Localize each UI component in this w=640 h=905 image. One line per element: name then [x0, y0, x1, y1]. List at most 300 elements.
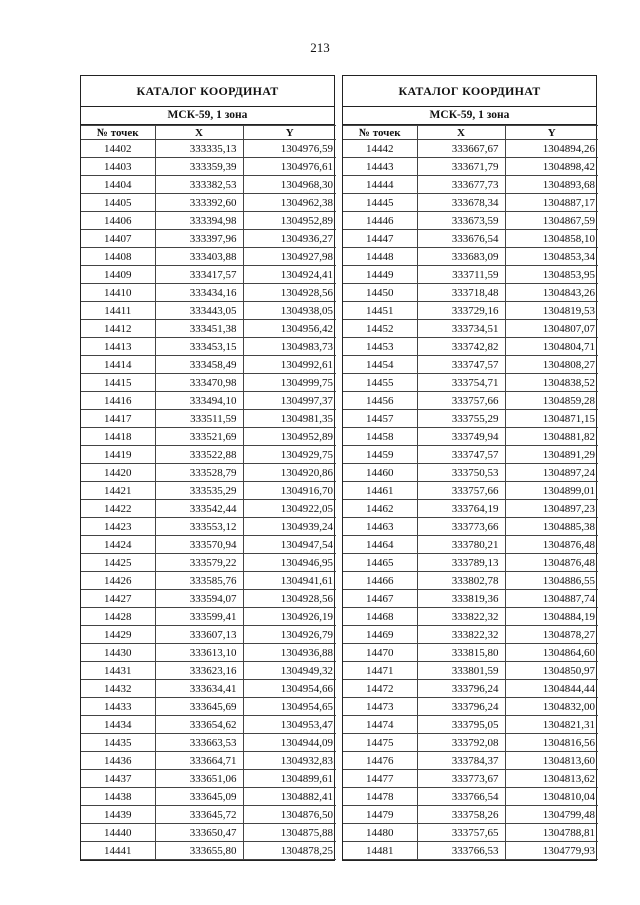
table-row	[343, 824, 598, 842]
y-coordinate-cell: 1304878,27	[505, 626, 598, 644]
table-row	[343, 716, 598, 734]
point-number-cell: 14425	[81, 554, 155, 572]
y-coordinate-cell: 1304886,55	[505, 572, 598, 590]
x-coordinate-cell: 333458,49	[155, 356, 243, 374]
point-number-cell: 14481	[343, 842, 417, 860]
table-row	[81, 662, 336, 680]
x-coordinate-cell: 333607,13	[155, 626, 243, 644]
table-row	[343, 428, 598, 446]
x-coordinate-cell: 333645,09	[155, 788, 243, 806]
point-number-cell: 14466	[343, 572, 417, 590]
x-coordinate-cell: 333535,29	[155, 482, 243, 500]
x-coordinate-cell: 333822,32	[417, 626, 505, 644]
y-coordinate-cell: 1304821,31	[505, 716, 598, 734]
table-row	[343, 392, 598, 410]
x-coordinate-cell: 333650,47	[155, 824, 243, 842]
x-coordinate-cell: 333392,60	[155, 194, 243, 212]
point-number-cell: 14464	[343, 536, 417, 554]
y-coordinate-cell: 1304807,07	[505, 320, 598, 338]
x-coordinate-cell: 333757,66	[417, 482, 505, 500]
x-coordinate-cell: 333796,24	[417, 680, 505, 698]
table-row	[343, 680, 598, 698]
point-number-cell: 14446	[343, 212, 417, 230]
table-row	[81, 536, 336, 554]
table-row	[81, 410, 336, 428]
point-number-cell: 14430	[81, 644, 155, 662]
y-coordinate-cell: 1304876,48	[505, 536, 598, 554]
point-number-cell: 14437	[81, 770, 155, 788]
x-coordinate-cell: 333403,88	[155, 248, 243, 266]
x-coordinate-cell: 333613,10	[155, 644, 243, 662]
point-number-cell: 14463	[343, 518, 417, 536]
table-row	[343, 158, 598, 176]
y-coordinate-cell: 1304927,98	[243, 248, 336, 266]
x-coordinate-cell: 333667,67	[417, 140, 505, 158]
header-x: X	[155, 126, 243, 140]
x-coordinate-cell: 333802,78	[417, 572, 505, 590]
y-coordinate-cell: 1304884,19	[505, 608, 598, 626]
x-coordinate-cell: 333718,48	[417, 284, 505, 302]
y-coordinate-cell: 1304920,86	[243, 464, 336, 482]
y-coordinate-cell: 1304947,54	[243, 536, 336, 554]
table-row	[81, 734, 336, 752]
table-row	[81, 392, 336, 410]
point-number-cell: 14419	[81, 446, 155, 464]
point-number-cell: 14479	[343, 806, 417, 824]
point-number-cell: 14410	[81, 284, 155, 302]
x-coordinate-cell: 333758,26	[417, 806, 505, 824]
header-y: Y	[505, 126, 598, 140]
point-number-cell: 14471	[343, 662, 417, 680]
table-row	[343, 338, 598, 356]
table-row	[81, 428, 336, 446]
table-row	[81, 338, 336, 356]
x-coordinate-cell: 333451,38	[155, 320, 243, 338]
y-coordinate-cell: 1304926,19	[243, 608, 336, 626]
y-coordinate-cell: 1304956,42	[243, 320, 336, 338]
x-coordinate-cell: 333796,24	[417, 698, 505, 716]
point-number-cell: 14436	[81, 752, 155, 770]
y-coordinate-cell: 1304898,42	[505, 158, 598, 176]
y-coordinate-cell: 1304954,66	[243, 680, 336, 698]
x-coordinate-cell: 333553,12	[155, 518, 243, 536]
table-row	[81, 302, 336, 320]
x-coordinate-cell: 333645,69	[155, 698, 243, 716]
y-coordinate-cell: 1304922,05	[243, 500, 336, 518]
table-row	[343, 770, 598, 788]
table-row	[81, 716, 336, 734]
x-coordinate-cell: 333634,41	[155, 680, 243, 698]
y-coordinate-cell: 1304897,24	[505, 464, 598, 482]
x-coordinate-cell: 333664,71	[155, 752, 243, 770]
x-coordinate-cell: 333747,57	[417, 356, 505, 374]
y-coordinate-cell: 1304976,61	[243, 158, 336, 176]
table-row	[81, 752, 336, 770]
x-coordinate-cell: 333673,59	[417, 212, 505, 230]
x-coordinate-cell: 333671,79	[417, 158, 505, 176]
x-coordinate-cell: 333683,09	[417, 248, 505, 266]
point-number-cell: 14460	[343, 464, 417, 482]
table-row	[343, 176, 598, 194]
header-y: Y	[243, 126, 336, 140]
x-coordinate-cell: 333382,53	[155, 176, 243, 194]
point-number-cell: 14412	[81, 320, 155, 338]
y-coordinate-cell: 1304810,04	[505, 788, 598, 806]
table-row	[81, 464, 336, 482]
x-coordinate-cell: 333397,96	[155, 230, 243, 248]
y-coordinate-cell: 1304808,27	[505, 356, 598, 374]
point-number-cell: 14455	[343, 374, 417, 392]
table-row	[343, 320, 598, 338]
x-coordinate-cell: 333645,72	[155, 806, 243, 824]
x-coordinate-cell: 333654,62	[155, 716, 243, 734]
table-row	[81, 608, 336, 626]
table-row	[343, 140, 598, 158]
table-row	[81, 680, 336, 698]
coordinate-catalog-right	[342, 75, 597, 861]
x-coordinate-cell: 333585,76	[155, 572, 243, 590]
y-coordinate-cell: 1304924,41	[243, 266, 336, 284]
point-number-cell: 14468	[343, 608, 417, 626]
point-number-cell: 14450	[343, 284, 417, 302]
point-number-cell: 14478	[343, 788, 417, 806]
x-coordinate-cell: 333511,59	[155, 410, 243, 428]
coordinate-table	[81, 125, 336, 860]
x-coordinate-cell: 333749,94	[417, 428, 505, 446]
x-coordinate-cell: 333528,79	[155, 464, 243, 482]
x-coordinate-cell: 333773,66	[417, 518, 505, 536]
y-coordinate-cell: 1304843,26	[505, 284, 598, 302]
point-number-cell: 14416	[81, 392, 155, 410]
table-row	[343, 482, 598, 500]
point-number-cell: 14445	[343, 194, 417, 212]
table-row	[343, 608, 598, 626]
point-number-cell: 14423	[81, 518, 155, 536]
table-row	[343, 374, 598, 392]
x-coordinate-cell: 333434,16	[155, 284, 243, 302]
x-coordinate-cell: 333663,53	[155, 734, 243, 752]
point-number-cell: 14465	[343, 554, 417, 572]
catalog-subtitle: МСК-59, 1 зона	[81, 107, 334, 125]
x-coordinate-cell: 333766,54	[417, 788, 505, 806]
point-number-cell: 14456	[343, 392, 417, 410]
y-coordinate-cell: 1304844,44	[505, 680, 598, 698]
point-number-cell: 14452	[343, 320, 417, 338]
x-coordinate-cell: 333443,05	[155, 302, 243, 320]
y-coordinate-cell: 1304954,65	[243, 698, 336, 716]
x-coordinate-cell: 333676,54	[417, 230, 505, 248]
y-coordinate-cell: 1304891,29	[505, 446, 598, 464]
x-coordinate-cell: 333677,73	[417, 176, 505, 194]
point-number-cell: 14443	[343, 158, 417, 176]
x-coordinate-cell: 333711,59	[417, 266, 505, 284]
catalog-subtitle: МСК-59, 1 зона	[343, 107, 596, 125]
x-coordinate-cell: 333522,88	[155, 446, 243, 464]
point-number-cell: 14462	[343, 500, 417, 518]
point-number-cell: 14467	[343, 590, 417, 608]
point-number-cell: 14477	[343, 770, 417, 788]
y-coordinate-cell: 1304799,48	[505, 806, 598, 824]
y-coordinate-cell: 1304938,05	[243, 302, 336, 320]
point-number-cell: 14449	[343, 266, 417, 284]
table-row	[81, 356, 336, 374]
table-header-row	[343, 126, 598, 140]
table-row	[343, 536, 598, 554]
table-row	[81, 212, 336, 230]
x-coordinate-cell: 333335,13	[155, 140, 243, 158]
point-number-cell: 14448	[343, 248, 417, 266]
table-row	[81, 518, 336, 536]
x-coordinate-cell: 333417,57	[155, 266, 243, 284]
table-row	[81, 500, 336, 518]
point-number-cell: 14440	[81, 824, 155, 842]
x-coordinate-cell: 333494,10	[155, 392, 243, 410]
table-row	[343, 284, 598, 302]
x-coordinate-cell: 333623,16	[155, 662, 243, 680]
table-row	[343, 464, 598, 482]
x-coordinate-cell: 333822,32	[417, 608, 505, 626]
table-row	[343, 752, 598, 770]
table-row	[343, 410, 598, 428]
point-number-cell: 14415	[81, 374, 155, 392]
table-row	[343, 734, 598, 752]
y-coordinate-cell: 1304858,10	[505, 230, 598, 248]
y-coordinate-cell: 1304928,56	[243, 590, 336, 608]
table-row	[81, 374, 336, 392]
y-coordinate-cell: 1304867,59	[505, 212, 598, 230]
table-row	[343, 698, 598, 716]
table-row	[343, 356, 598, 374]
x-coordinate-cell: 333780,21	[417, 536, 505, 554]
table-row	[81, 806, 336, 824]
point-number-cell: 14459	[343, 446, 417, 464]
point-number-cell: 14421	[81, 482, 155, 500]
header-point-number: № точек	[81, 126, 155, 140]
y-coordinate-cell: 1304952,89	[243, 212, 336, 230]
point-number-cell: 14475	[343, 734, 417, 752]
x-coordinate-cell: 333754,71	[417, 374, 505, 392]
y-coordinate-cell: 1304813,62	[505, 770, 598, 788]
table-row	[81, 626, 336, 644]
point-number-cell: 14454	[343, 356, 417, 374]
table-row	[343, 230, 598, 248]
table-header-row	[81, 126, 336, 140]
x-coordinate-cell: 333594,07	[155, 590, 243, 608]
coordinate-table	[343, 125, 598, 860]
point-number-cell: 14470	[343, 644, 417, 662]
y-coordinate-cell: 1304968,30	[243, 176, 336, 194]
catalog-title: КАТАЛОГ КООРДИНАТ	[81, 76, 334, 107]
y-coordinate-cell: 1304875,88	[243, 824, 336, 842]
x-coordinate-cell: 333359,39	[155, 158, 243, 176]
x-coordinate-cell: 333747,57	[417, 446, 505, 464]
table-row	[343, 248, 598, 266]
table-row	[81, 230, 336, 248]
point-number-cell: 14408	[81, 248, 155, 266]
y-coordinate-cell: 1304881,82	[505, 428, 598, 446]
table-row	[81, 140, 336, 158]
x-coordinate-cell: 333792,08	[417, 734, 505, 752]
point-number-cell: 14429	[81, 626, 155, 644]
table-row	[343, 500, 598, 518]
table-row	[81, 788, 336, 806]
point-number-cell: 14414	[81, 356, 155, 374]
y-coordinate-cell: 1304876,48	[505, 554, 598, 572]
y-coordinate-cell: 1304887,74	[505, 590, 598, 608]
table-row	[343, 302, 598, 320]
y-coordinate-cell: 1304853,95	[505, 266, 598, 284]
point-number-cell: 14402	[81, 140, 155, 158]
point-number-cell: 14438	[81, 788, 155, 806]
table-row	[343, 572, 598, 590]
y-coordinate-cell: 1304928,56	[243, 284, 336, 302]
point-number-cell: 14469	[343, 626, 417, 644]
y-coordinate-cell: 1304983,73	[243, 338, 336, 356]
point-number-cell: 14403	[81, 158, 155, 176]
table-row	[81, 266, 336, 284]
point-number-cell: 14441	[81, 842, 155, 860]
y-coordinate-cell: 1304899,01	[505, 482, 598, 500]
point-number-cell: 14473	[343, 698, 417, 716]
header-point-number: № точек	[343, 126, 417, 140]
x-coordinate-cell: 333655,80	[155, 842, 243, 860]
x-coordinate-cell: 333599,41	[155, 608, 243, 626]
table-row	[343, 788, 598, 806]
point-number-cell: 14439	[81, 806, 155, 824]
x-coordinate-cell: 333742,82	[417, 338, 505, 356]
point-number-cell: 14405	[81, 194, 155, 212]
point-number-cell: 14444	[343, 176, 417, 194]
table-row	[81, 158, 336, 176]
point-number-cell: 14474	[343, 716, 417, 734]
y-coordinate-cell: 1304929,75	[243, 446, 336, 464]
x-coordinate-cell: 333470,98	[155, 374, 243, 392]
table-row	[81, 284, 336, 302]
x-coordinate-cell: 333784,37	[417, 752, 505, 770]
y-coordinate-cell: 1304946,95	[243, 554, 336, 572]
y-coordinate-cell: 1304838,52	[505, 374, 598, 392]
table-row	[343, 842, 598, 860]
point-number-cell: 14407	[81, 230, 155, 248]
table-row	[81, 194, 336, 212]
y-coordinate-cell: 1304999,75	[243, 374, 336, 392]
x-coordinate-cell: 333801,59	[417, 662, 505, 680]
y-coordinate-cell: 1304819,53	[505, 302, 598, 320]
y-coordinate-cell: 1304944,09	[243, 734, 336, 752]
table-row	[81, 770, 336, 788]
x-coordinate-cell: 333729,16	[417, 302, 505, 320]
point-number-cell: 14476	[343, 752, 417, 770]
point-number-cell: 14404	[81, 176, 155, 194]
header-x: X	[417, 126, 505, 140]
table-row	[81, 320, 336, 338]
x-coordinate-cell: 333757,65	[417, 824, 505, 842]
x-coordinate-cell: 333579,22	[155, 554, 243, 572]
table-row	[81, 554, 336, 572]
x-coordinate-cell: 333394,98	[155, 212, 243, 230]
point-number-cell: 14447	[343, 230, 417, 248]
table-row	[343, 644, 598, 662]
y-coordinate-cell: 1304936,27	[243, 230, 336, 248]
y-coordinate-cell: 1304885,38	[505, 518, 598, 536]
table-row	[81, 824, 336, 842]
table-row	[343, 194, 598, 212]
y-coordinate-cell: 1304850,97	[505, 662, 598, 680]
table-row	[343, 212, 598, 230]
table-row	[343, 662, 598, 680]
x-coordinate-cell: 333757,66	[417, 392, 505, 410]
y-coordinate-cell: 1304894,26	[505, 140, 598, 158]
point-number-cell: 14418	[81, 428, 155, 446]
y-coordinate-cell: 1304864,60	[505, 644, 598, 662]
y-coordinate-cell: 1304853,34	[505, 248, 598, 266]
table-row	[343, 518, 598, 536]
table-row	[343, 266, 598, 284]
x-coordinate-cell: 333764,19	[417, 500, 505, 518]
point-number-cell: 14453	[343, 338, 417, 356]
point-number-cell: 14442	[343, 140, 417, 158]
x-coordinate-cell: 333570,94	[155, 536, 243, 554]
y-coordinate-cell: 1304788,81	[505, 824, 598, 842]
table-row	[343, 626, 598, 644]
point-number-cell: 14428	[81, 608, 155, 626]
table-row	[81, 698, 336, 716]
x-coordinate-cell: 333750,53	[417, 464, 505, 482]
table-row	[81, 482, 336, 500]
point-number-cell: 14409	[81, 266, 155, 284]
table-row	[81, 446, 336, 464]
point-number-cell: 14432	[81, 680, 155, 698]
point-number-cell: 14431	[81, 662, 155, 680]
y-coordinate-cell: 1304936,88	[243, 644, 336, 662]
table-row	[81, 572, 336, 590]
point-number-cell: 14417	[81, 410, 155, 428]
x-coordinate-cell: 333755,29	[417, 410, 505, 428]
table-row	[81, 644, 336, 662]
x-coordinate-cell: 333651,06	[155, 770, 243, 788]
point-number-cell: 14424	[81, 536, 155, 554]
y-coordinate-cell: 1304981,35	[243, 410, 336, 428]
point-number-cell: 14413	[81, 338, 155, 356]
y-coordinate-cell: 1304997,37	[243, 392, 336, 410]
page-number: 213	[310, 40, 330, 55]
y-coordinate-cell: 1304859,28	[505, 392, 598, 410]
y-coordinate-cell: 1304813,60	[505, 752, 598, 770]
y-coordinate-cell: 1304952,89	[243, 428, 336, 446]
x-coordinate-cell: 333678,34	[417, 194, 505, 212]
y-coordinate-cell: 1304962,38	[243, 194, 336, 212]
y-coordinate-cell: 1304941,61	[243, 572, 336, 590]
point-number-cell: 14472	[343, 680, 417, 698]
table-row	[81, 842, 336, 860]
table-row	[343, 554, 598, 572]
y-coordinate-cell: 1304882,41	[243, 788, 336, 806]
y-coordinate-cell: 1304897,23	[505, 500, 598, 518]
y-coordinate-cell: 1304949,32	[243, 662, 336, 680]
x-coordinate-cell: 333773,67	[417, 770, 505, 788]
point-number-cell: 14451	[343, 302, 417, 320]
point-number-cell: 14427	[81, 590, 155, 608]
point-number-cell: 14433	[81, 698, 155, 716]
y-coordinate-cell: 1304876,50	[243, 806, 336, 824]
x-coordinate-cell: 333542,44	[155, 500, 243, 518]
x-coordinate-cell: 333734,51	[417, 320, 505, 338]
x-coordinate-cell: 333521,69	[155, 428, 243, 446]
y-coordinate-cell: 1304992,61	[243, 356, 336, 374]
table-row	[343, 446, 598, 464]
table-row	[81, 176, 336, 194]
point-number-cell: 14457	[343, 410, 417, 428]
